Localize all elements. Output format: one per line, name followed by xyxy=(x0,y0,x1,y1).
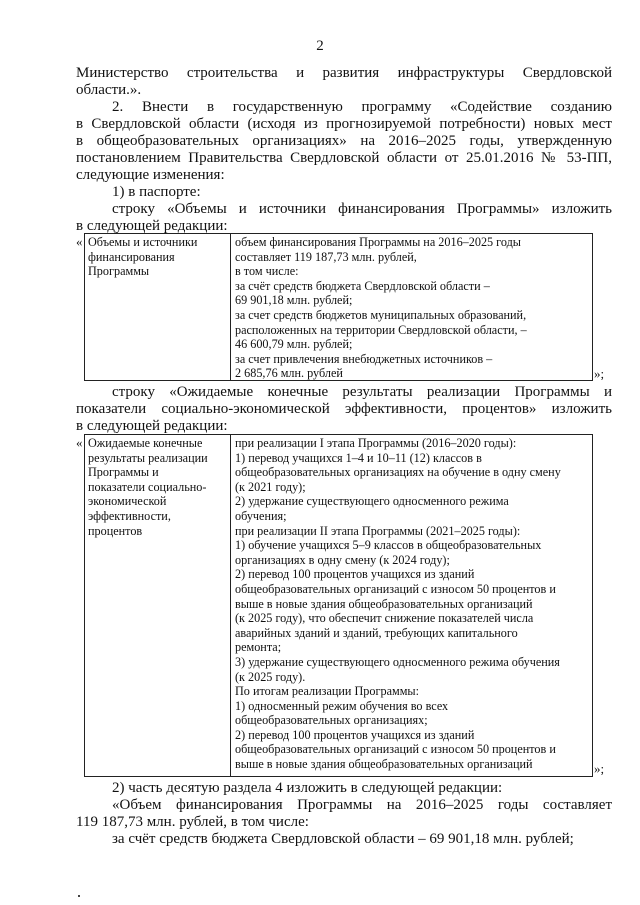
table2-right-line: 1) обучение учащихся 5–9 классов в общеобразовательных xyxy=(235,538,542,553)
table1-open-quote: « xyxy=(76,234,83,249)
table-expected-results xyxy=(84,434,593,777)
table2-right-line: обучения; xyxy=(235,508,287,523)
table1-right-line: в том числе: xyxy=(235,264,299,279)
table1-right-line: составляет 119 187,73 млн. рублей, xyxy=(235,249,417,264)
intro-line: постановлением Правительства Свердловской области от 25.01.2016 № 53-ПП, xyxy=(76,150,612,166)
table2-right-line: 2) перевод 100 процентов учащихся из зданий xyxy=(235,567,475,582)
table1-right-line: за счет средств бюджетов муниципальных образований, xyxy=(235,307,527,322)
table1-right-line: за счет привлечения внебюджетных источников – xyxy=(235,351,493,366)
table2-right-line: По итогам реализации Программы: xyxy=(235,684,419,699)
table2-right-line: ремонта; xyxy=(235,640,282,655)
intro-line: 2. Внести в государственную программу «Содействие созданию xyxy=(112,99,612,115)
table2-left-cell xyxy=(85,435,231,776)
table1-right-line: 46 600,79 млн. рублей; xyxy=(235,337,353,352)
table1-left-cell xyxy=(85,234,231,380)
table2-close-quote: »; xyxy=(594,761,605,776)
table2-right-line: общеобразовательных организациях на обучение в одну смену xyxy=(235,465,561,480)
table2-left-line: результаты реализации xyxy=(88,450,208,465)
table2-right-cell xyxy=(232,435,592,773)
table2-right-line: аварийных зданий и зданий, требующих капитального xyxy=(235,625,518,640)
middle-line: в следующей редакции: xyxy=(76,418,228,434)
table2-right-line: организациях в одну смену (к 2024 году); xyxy=(235,552,450,567)
table2-right-line: 1) перевод учащихся 1–4 и 10–11 (12) классов в xyxy=(235,450,482,465)
table1-right-line: за счёт средств бюджета Свердловской области – xyxy=(235,278,490,293)
outro-line: за счёт средств бюджета Свердловской области – 69 901,18 млн. рублей; xyxy=(112,831,574,847)
table1-right-line: 69 901,18 млн. рублей; xyxy=(235,293,353,308)
outro-line: 2) часть десятую раздела 4 изложить в следующей редакции: xyxy=(112,780,503,796)
table2-right-line: 2) перевод 100 процентов учащихся из зданий xyxy=(235,727,475,742)
table-financing xyxy=(84,233,593,381)
outro-line: «Объем финансирования Программы на 2016–2025 годы составляет xyxy=(112,797,612,813)
table2-right-line: общеобразовательных организаций с износом 50 процентов и xyxy=(235,742,556,757)
table2-right-line: выше в новые здания общеобразовательных организаций xyxy=(235,596,533,611)
intro-line: в следующей редакции: xyxy=(76,218,228,234)
intro-line: в Свердловской области (исходя из прогнозируемой потребности) новых мест xyxy=(76,116,612,132)
table2-right-line: общеобразовательных организаций с износом 50 процентов и xyxy=(235,581,556,596)
table1-right-cell xyxy=(232,234,592,382)
table1-right-line: 2 685,76 млн. рублей xyxy=(235,366,343,381)
middle-line: строку «Ожидаемые конечные результаты реализации Программы и xyxy=(112,384,612,400)
intro-line: следующие изменения: xyxy=(76,167,225,183)
intro-line: 1) в паспорте: xyxy=(112,184,201,200)
table2-right-line: 1) односменный режим обучения во всех xyxy=(235,698,449,713)
table2-open-quote: « xyxy=(76,435,83,450)
table2-right-line: выше в новые здания общеобразовательных организаций xyxy=(235,757,533,772)
table2-right-line: (к 2021 году); xyxy=(235,479,306,494)
table2-right-line: при реализации II этапа Программы (2021–2025 годы): xyxy=(235,523,521,538)
table2-left-line: процентов xyxy=(88,523,143,538)
table2-right-line: 2) удержание существующего односменного режима xyxy=(235,494,509,509)
table2-right-line: (к 2025 году). xyxy=(235,669,306,684)
table1-close-quote: »; xyxy=(594,366,605,381)
table2-left-line: эффективности, xyxy=(88,508,171,523)
table1-left-line: финансирования xyxy=(88,249,175,264)
table2-right-line: (к 2025 году), что обеспечит снижение показателей числа xyxy=(235,611,534,626)
table2-left-line: Ожидаемые конечные xyxy=(88,436,203,450)
table2-left-line: показатели социально- xyxy=(88,479,207,494)
table2-right-line: общеобразовательных организациях; xyxy=(235,713,428,728)
page-number: 2 xyxy=(316,38,324,54)
outro-line: 119 187,73 млн. рублей, в том числе: xyxy=(76,814,309,830)
intro-line: в общеобразовательных организациях» на 2016–2025 годы, утвержденную xyxy=(76,133,612,149)
middle-line: показатели социально-экономической эффективности, процентов» изложить xyxy=(76,401,612,417)
table2-right-line: 3) удержание существующего односменного режима обучения xyxy=(235,654,560,669)
table1-left-line: Программы xyxy=(88,264,150,279)
table2-right-line: при реализации I этапа Программы (2016–2020 годы): xyxy=(235,436,517,450)
table2-left-line: экономической xyxy=(88,494,167,509)
intro-line: Министерство строительства и развития инфраструктуры Свердловской xyxy=(76,65,612,81)
intro-line: области.». xyxy=(76,82,142,98)
table1-left-line: Объемы и источники xyxy=(88,235,198,249)
scan-dot xyxy=(78,895,80,897)
intro-line: строку «Объемы и источники финансирования Программы» изложить xyxy=(112,201,612,217)
table2-left-line: Программы и xyxy=(88,465,159,480)
table1-right-line: объем финансирования Программы на 2016–2025 годы xyxy=(235,235,522,249)
table1-right-line: расположенных на территории Свердловской области, – xyxy=(235,322,527,337)
